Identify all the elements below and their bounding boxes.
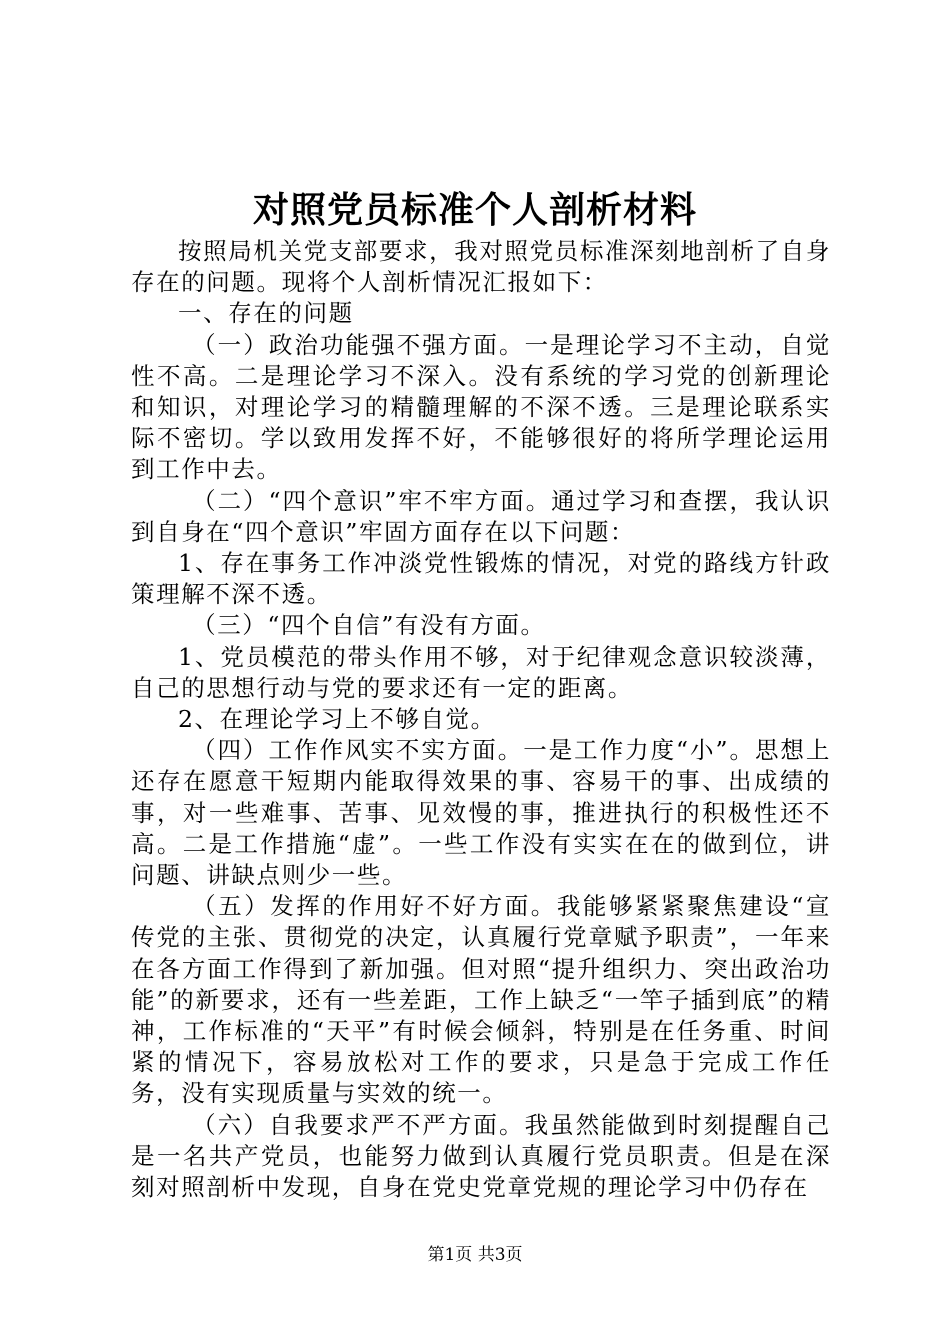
document-body xyxy=(131,236,831,1203)
paragraph-work-style: （四）工作作风实不实方面。一是工作力度“小”。思想上还存在愿意干短期内能取得效果的事、容易干的事、出成绩的事，对一些难事、苦事、见效慢的事，推进执行的积极性还不高。二是工作措施“虚”。一些工作没有实实在在的做到位，讲问题、讲缺点则少一些。 xyxy=(131,736,831,890)
paragraph-self-requirement: （六）自我要求严不严方面。我虽然能做到时刻提醒自己是一名共产党员，也能努力做到认真履行党员职责。但是在深刻对照剖析中发现，自身在党史党章党规的理论学习中仍存在 xyxy=(131,1110,831,1202)
paragraph-four-confidence-item-1: 1、党员模范的带头作用不够，对于纪律观念意识较淡薄，自己的思想行动与党的要求还有一定的距离。 xyxy=(131,642,831,702)
section-heading-problems: 一、存在的问题 xyxy=(178,299,354,328)
page-footer: 第1页 共3页 xyxy=(427,1245,523,1265)
paragraph-four-consciousness-item-1: 1、存在事务工作冲淡党性锻炼的情况，对党的路线方针政策理解不深不透。 xyxy=(131,549,831,609)
paragraph-four-confidence-item-2: 2、在理论学习上不够自觉。 xyxy=(178,705,496,734)
paragraph-four-consciousness: （二）“四个意识”牢不牢方面。通过学习和查摆，我认识到自身在“四个意识”牢固方面存在以下问题： xyxy=(131,486,831,546)
paragraph-political-function: （一）政治功能强不强方面。一是理论学习不主动，自觉性不高。二是理论学习不深入。没有系统的学习党的创新理论和知识，对理论学习的精髓理解的不深不透。三是理论联系实际不密切。学以致用发挥不好，不能够很好的将所学理论运用到工作中去。 xyxy=(131,330,831,484)
paragraph-role-played: （五）发挥的作用好不好方面。我能够紧紧聚焦建设“宣传党的主张、贯彻党的决定，认真履行党章赋予职责”，一年来在各方面工作得到了新加强。但对照“提升组织力、突出政治功能”的新要求，还有一些差距，工作上缺乏“一竿子插到底”的精神，工作标准的“天平”有时候会倾斜，特别是在任务重、时间紧的情况下，容易放松对工作的要求，只是急于完成工作任务，没有实现质量与实效的统一。 xyxy=(131,892,831,1108)
paragraph-intro: 按照局机关党支部要求，我对照党员标准深刻地剖析了自身存在的问题。现将个人剖析情况汇报如下： xyxy=(131,237,831,297)
document-title: 对照党员标准个人剖析材料 xyxy=(252,189,697,231)
paragraph-four-confidence: （三）“四个自信”有没有方面。 xyxy=(192,611,546,640)
